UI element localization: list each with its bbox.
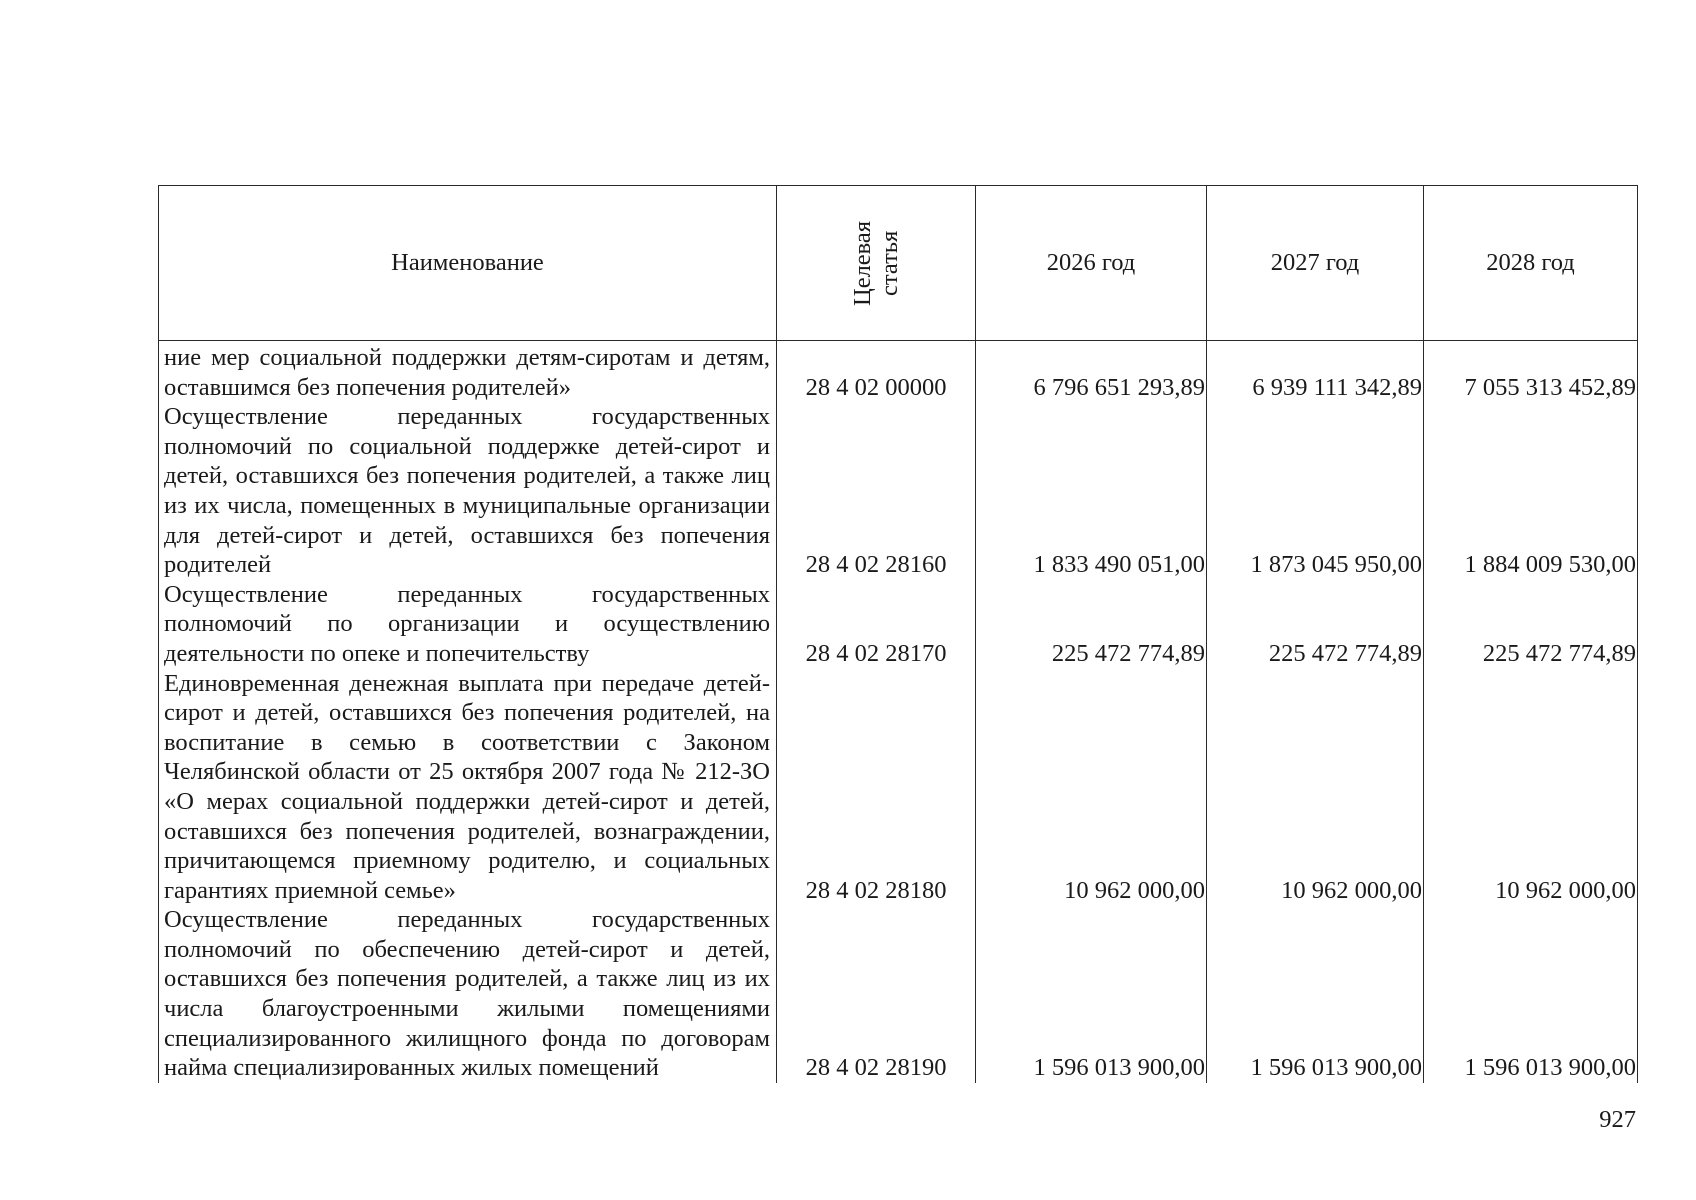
row-name: ние мер социальной поддержки детям-сиротам и детям, оставшимся без попечения родителей» [159,341,777,403]
page-number: 927 [1599,1106,1636,1133]
row-code: 28 4 02 28180 [777,669,976,906]
row-value-2026: 6 796 651 293,89 [976,341,1207,403]
row-value-2027: 225 472 774,89 [1207,580,1424,669]
header-year-2028: 2028 год [1424,186,1638,341]
row-value-2027: 1 596 013 900,00 [1207,905,1424,1083]
header-code-label: Целевая статья [849,220,903,306]
row-code: 28 4 02 28170 [777,580,976,669]
table-row [159,402,1638,580]
row-name: Осуществление переданных государственных полномочий по организации и осуществлению деятельности по опеке и попечительству [159,580,777,669]
header-name: Наименование [159,186,777,341]
row-value-2027: 10 962 000,00 [1207,669,1424,906]
row-value-2027: 1 873 045 950,00 [1207,402,1424,580]
row-value-2026: 10 962 000,00 [976,669,1207,906]
header-row [159,186,1638,341]
budget-table [158,185,1638,1083]
row-value-2026: 1 833 490 051,00 [976,402,1207,580]
row-name: Единовременная денежная выплата при передаче детей-сирот и детей, оставшихся без попечения родителей, на воспитание в семью в соответствии с Законом Челябинской области от 25 октября 2007 года № 212-ЗО «О мерах социальной поддержки детей-сирот и детей, оставшихся без попечения родителей, вознаграждении, причитающемся приемному родителю, и социальных гарантиях приемной семье» [159,669,777,906]
row-code: 28 4 02 28160 [777,402,976,580]
row-code: 28 4 02 28190 [777,905,976,1083]
row-name: Осуществление переданных государственных полномочий по обеспечению детей-сирот и детей, оставшихся без попечения родителей, а также лиц из их числа благоустроенными жилыми помещениями специализированного жилищного фонда по договорам найма специализированных жилых помещений [159,905,777,1083]
table-row [159,580,1638,669]
row-value-2028: 1 596 013 900,00 [1424,905,1638,1083]
table-row [159,905,1638,1083]
header-code [777,186,976,341]
row-value-2028: 1 884 009 530,00 [1424,402,1638,580]
row-value-2028: 225 472 774,89 [1424,580,1638,669]
header-year-2026: 2026 год [976,186,1207,341]
row-name: Осуществление переданных государственных полномочий по социальной поддержке детей-сирот и детей, оставшихся без попечения родителей, а также лиц из их числа, помещенных в муниципальные организации для детей-сирот и детей, оставшихся без попечения родителей [159,402,777,580]
row-value-2028: 7 055 313 452,89 [1424,341,1638,403]
row-value-2026: 225 472 774,89 [976,580,1207,669]
header-year-2027: 2027 год [1207,186,1424,341]
row-value-2028: 10 962 000,00 [1424,669,1638,906]
table-row [159,341,1638,403]
row-value-2027: 6 939 111 342,89 [1207,341,1424,403]
row-value-2026: 1 596 013 900,00 [976,905,1207,1083]
table-row [159,669,1638,906]
row-code: 28 4 02 00000 [777,341,976,403]
